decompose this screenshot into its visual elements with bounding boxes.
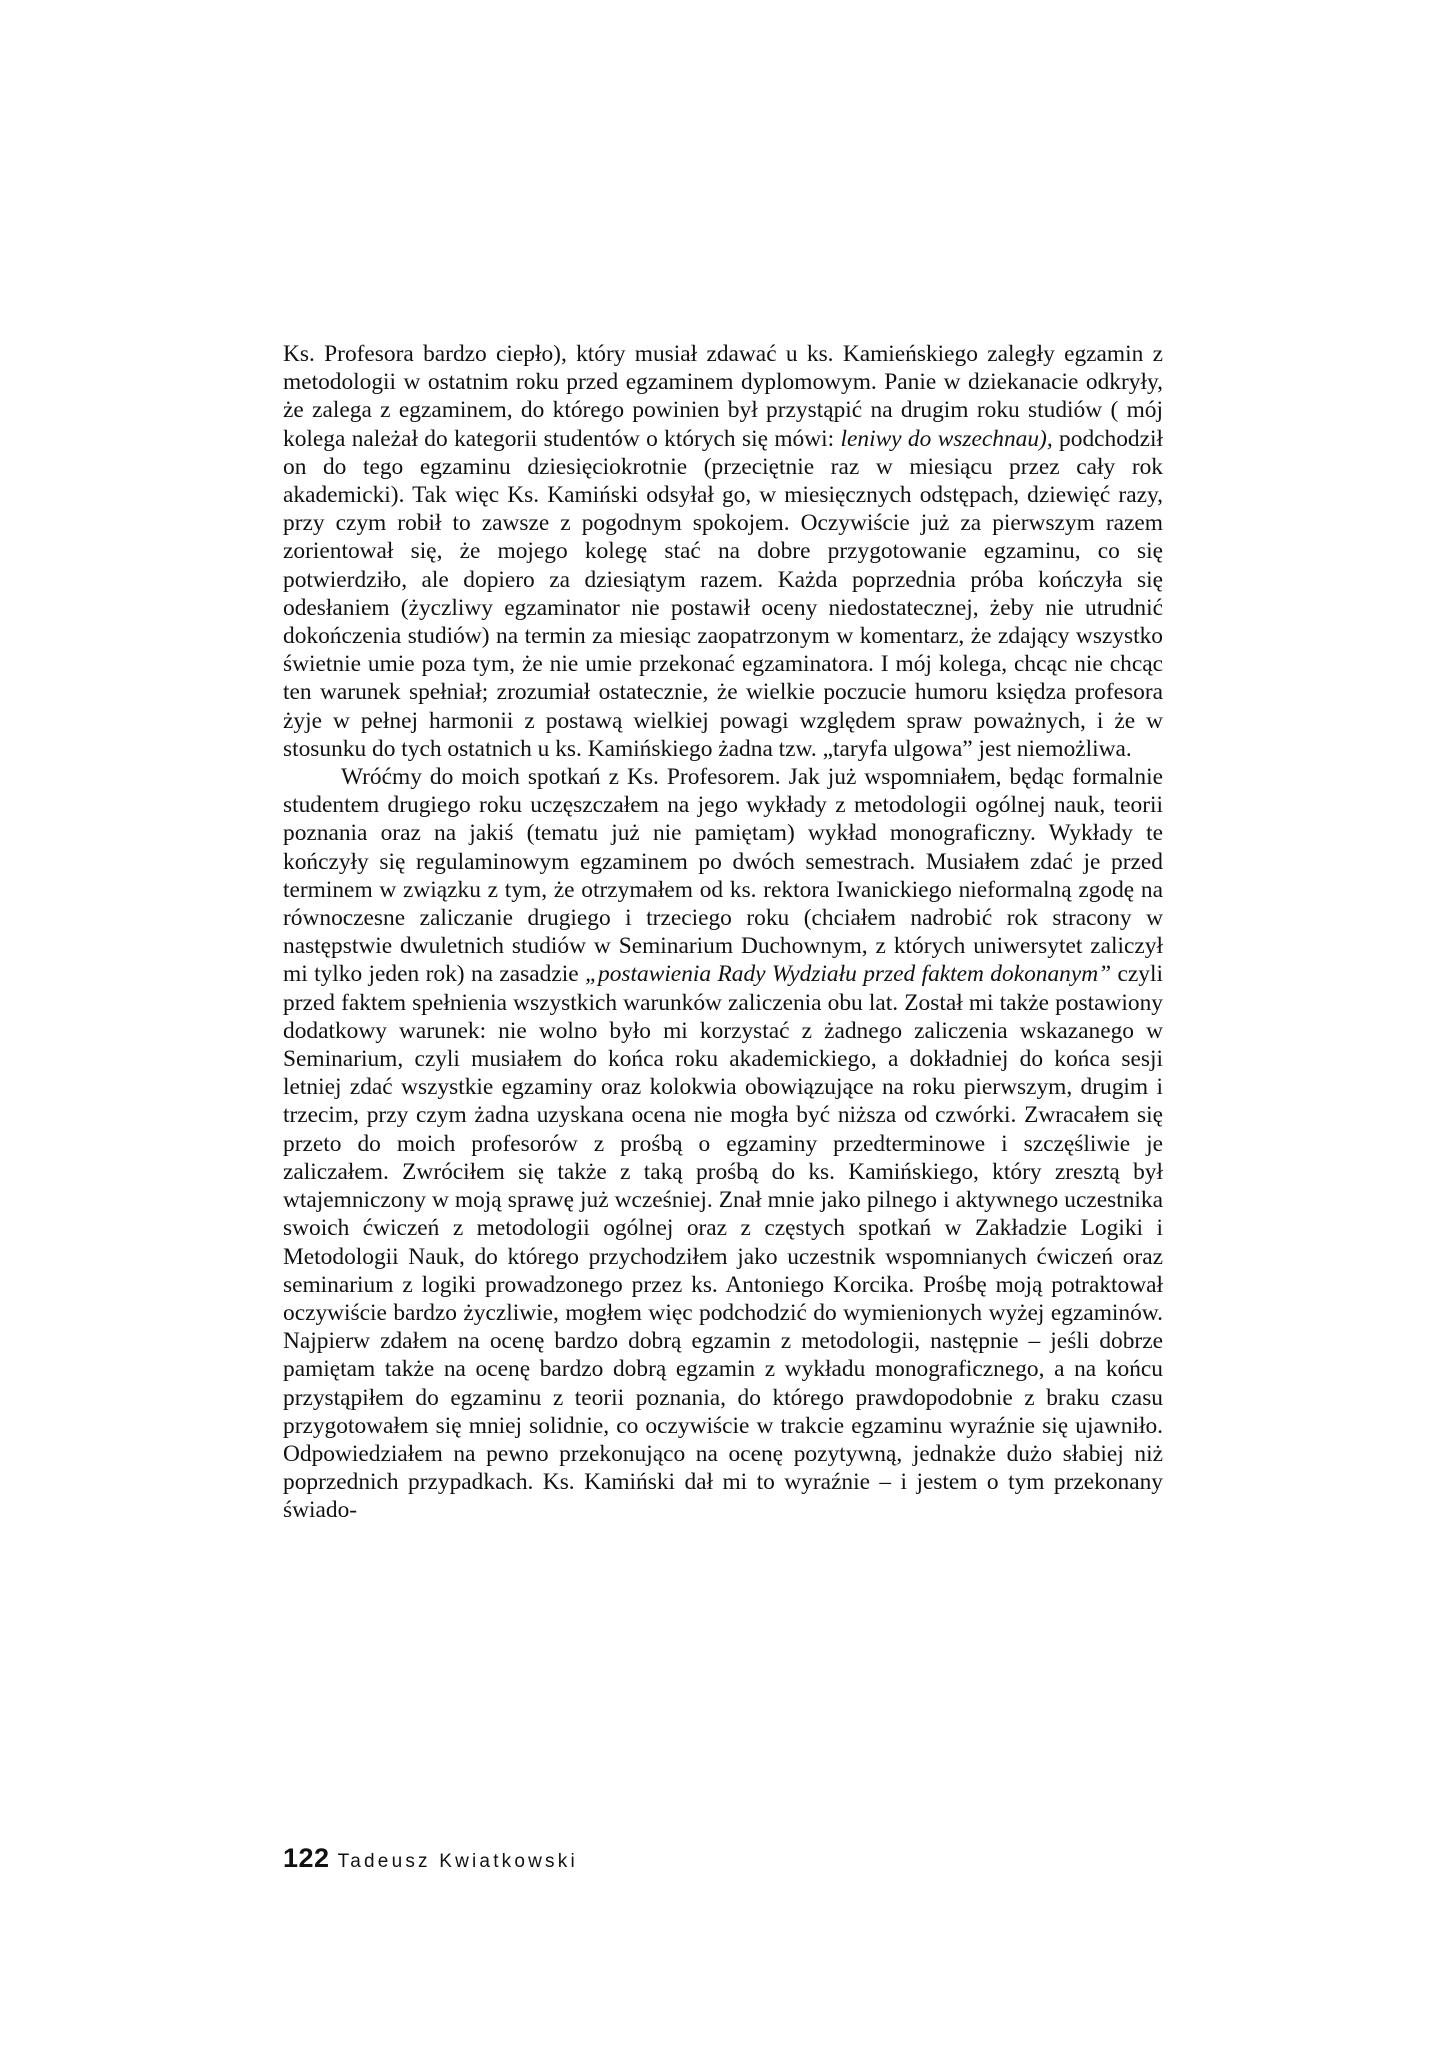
paragraph-1-italic-phrase: leniwy do wszechnau), (840, 425, 1053, 452)
running-footer-author: Tadeusz Kwiatkowski (337, 1851, 578, 1872)
page-number: 122 (283, 1843, 330, 1873)
paragraph-1-text-a: Ks. Profesora bardzo ciepło), który musiał zdawać u ks. Kamieńskiego zaległy egzamin z metodologii w ostatnim roku przed egzaminem dyplomowym. Panie w dziekanacie odkryły, że zalega z egzaminem, do którego powinien był przystąpić na drugim roku studiów ( mój kolega należał do kategorii studentów o których się mówi: (283, 341, 1163, 452)
paragraph-1 (283, 340, 1163, 763)
page-footer (283, 1843, 578, 1883)
paragraph-2-text-b: czyli przed faktem spełnienia wszystkich warunków zaliczenia obu lat. Został mi także postawiony dodatkowy warunek: nie wolno było mi korzystać z żadnego zaliczenia wskazanego w Seminarium, czyli musiałem do końca roku akademickiego, a dokładniej do końca sesji letniej zdać wszystkie egzaminy oraz kolokwia obowiązujące na roku pierwszym, drugim i trzecim, przy czym żadna uzyskana ocena nie mogła być niższa od czwórki. Zwracałem się przeto do moich profesorów z prośbą o egzaminy przedterminowe i szczęśliwie je zaliczałem. Zwróciłem się także z taką prośbą do ks. Kamińskiego, który zresztą był wtajemniczony w moją sprawę już wcześniej. Znał mnie jako pilnego i aktywnego uczestnika swoich ćwiczeń z metodologii ogólnej oraz z częstych spotkań w Zakładzie Logiki i Metodologii Nauk, do którego przychodziłem jako uczestnik wspomnianych ćwiczeń oraz seminarium z logiki prowadzonego przez ks. Antoniego Korcika. Prośbę moją potraktował oczywiście bardzo życzliwie, mogłem więc podchodzić do wymienionych wyżej egzaminów. Najpierw zdałem na ocenę bardzo dobrą egzamin z metodologii, następnie – jeśli dobrze pamiętam także na ocenę bardzo dobrą egzamin z wykładu monograficznego, a na końcu przystąpiłem do egzaminu z teorii poznania, do którego prawdopodobnie z braku czasu przygotowałem się mniej solidnie, co oczywiście w trakcie egzaminu wyraźnie się ujawniło. Odpowiedziałem na pewno przekonująco na ocenę pozytywną, jednakże dużo słabiej niż poprzednich przypadkach. Ks. Kamiński dał mi to wyraźnie – i jestem o tym przekonany świado- (283, 961, 1163, 1524)
paragraph-2 (283, 763, 1163, 1524)
body-text (283, 340, 1163, 1525)
paragraph-2-italic-phrase: „postawienia Rady Wydziału przed faktem dokonanym” (585, 961, 1112, 988)
paragraph-2-text-a: Wróćmy do moich spotkań z Ks. Profesorem. Jak już wspomniałem, będąc formalnie studentem drugiego roku uczęszczałem na jego wykłady z metodologii ogólnej nauk, teorii poznania oraz na jakiś (tematu już nie pamiętam) wykład monograficzny. Wykłady te kończyły się regulaminowym egzaminem po dwóch semestrach. Musiałem zdać je przed terminem w związku z tym, że otrzymałem od ks. rektora Iwanickiego nieformalną zgodę na równoczesne zaliczanie drugiego i trzeciego roku (chciałem nadrobić rok stracony w następstwie dwuletnich studiów w Seminarium Duchownym, z których uniwersytet zaliczył mi tylko jeden rok) na zasadzie (283, 764, 1163, 988)
paragraph-1-text-b: podchodził on do tego egzaminu dziesięciokrotnie (przeciętnie raz w miesiącu przez cały rok akademicki). Tak więc Ks. Kamiński odsyłał go, w miesięcznych odstępach, dziewięć razy, przy czym robił to zawsze z pogodnym spokojem. Oczywiście już za pierwszym razem zorientował się, że mojego kolegę stać na dobre przygotowanie egzaminu, co się potwierdziło, ale dopiero za dziesiątym razem. Każda poprzednia próba kończyła się odesłaniem (życzliwy egzaminator nie postawił oceny niedostatecznej, żeby nie utrudnić dokończenia studiów) na termin za miesiąc zaopatrzonym w komentarz, że zdający wszystko świetnie umie poza tym, że nie umie przekonać egzaminatora. I mój kolega, chcąc nie chcąc ten warunek spełniał; zrozumiał ostatecznie, że wielkie poczucie humoru księdza profesora żyje w pełnej harmonii z postawą wielkiej powagi względem spraw poważnych, i że w stosunku do tych ostatnich u ks. Kamińskiego żadna tzw. „taryfa ulgowa” jest niemożliwa. (283, 425, 1163, 762)
